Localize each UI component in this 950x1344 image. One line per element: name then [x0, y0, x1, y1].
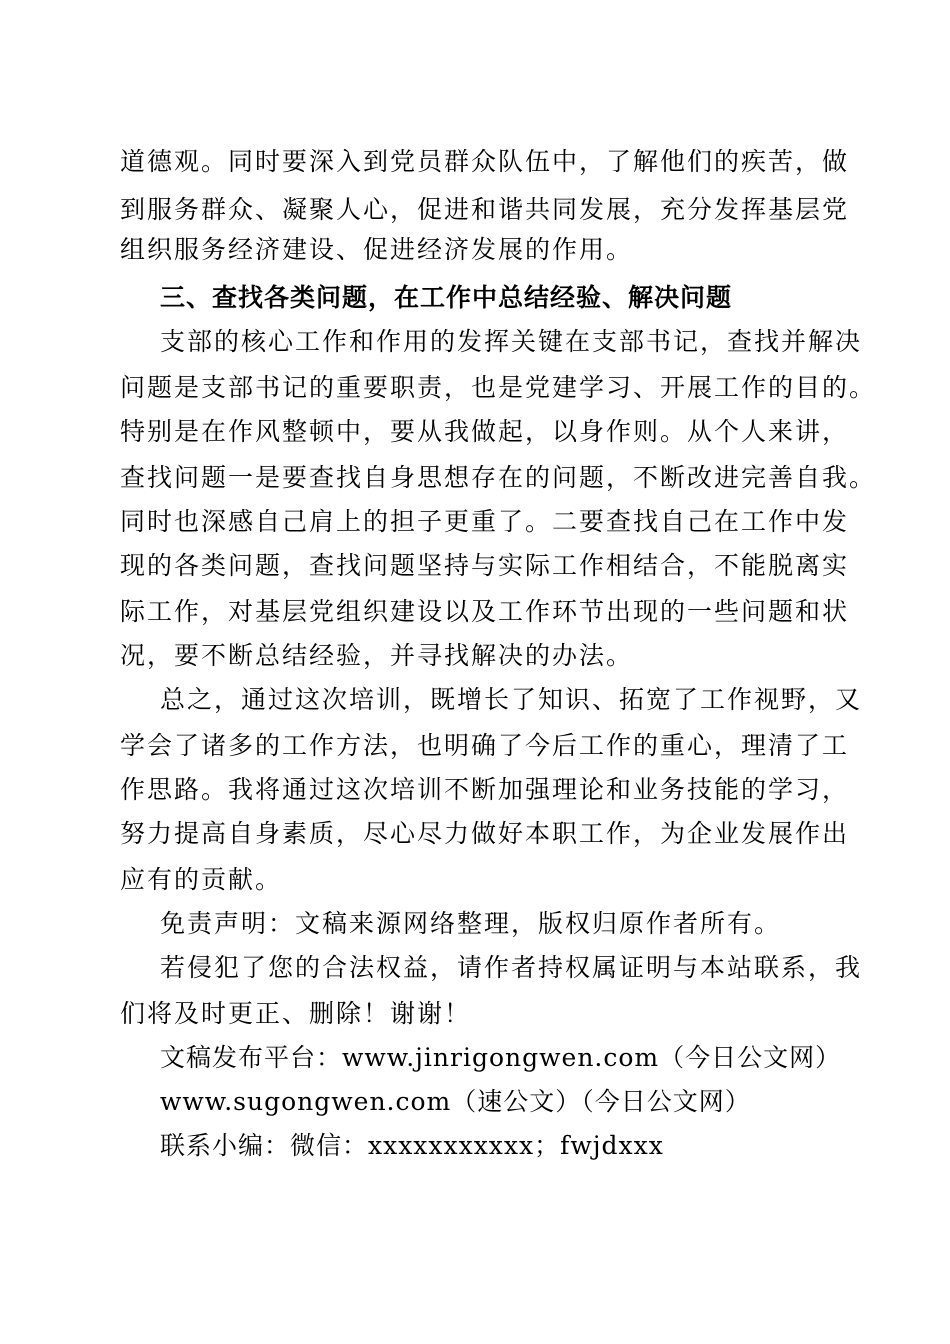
- paragraph-line: 同时也深感自己肩上的担子更重了。二要查找自己在工作中发: [120, 507, 850, 536]
- paragraph-line: 学会了诸多的工作方法，也明确了今后工作的重心，理清了工: [120, 731, 850, 760]
- section-heading: 三、查找各类问题，在工作中总结经验、解决问题: [160, 283, 733, 312]
- paragraph-line: 组织服务经济建设、促进经济发展的作用。: [120, 235, 634, 264]
- paragraph-line: 支部的核心工作和作用的发挥关键在支部书记，查找并解决: [160, 327, 863, 356]
- paragraph-line: 际工作，对基层党组织建设以及工作环节出现的一些问题和状: [120, 597, 850, 626]
- paragraph-line: 特别是在作风整顿中，要从我做起，以身作则。从个人来讲，: [120, 417, 850, 446]
- paragraph-line: 作思路。我将通过这次培训不断加强理论和业务技能的学习，: [120, 775, 850, 804]
- paragraph-line: 现的各类问题，查找问题坚持与实际工作相结合，不能脱离实: [120, 551, 850, 580]
- paragraph-line: 努力提高自身素质，尽心尽力做好本职工作，为企业发展作出: [120, 819, 850, 848]
- contact-line: 联系小编：微信：xxxxxxxxxxx；fwjdxxx: [160, 1131, 664, 1160]
- paragraph-line: 总之，通过这次培训，既增长了知识、拓宽了工作视野，又: [160, 685, 863, 714]
- paragraph-line: 问题是支部书记的重要职责，也是党建学习、开展工作的目的。: [120, 373, 877, 402]
- paragraph-line: 到服务群众、凝聚人心，促进和谐共同发展，充分发挥基层党: [120, 195, 850, 224]
- paragraph-line: 查找问题一是要查找自身思想存在的问题，不断改进完善自我。: [120, 463, 877, 492]
- paragraph-line: 况，要不断总结经验，并寻找解决的办法。: [120, 641, 634, 670]
- disclaimer-line: 们将及时更正、删除！谢谢！: [120, 999, 472, 1028]
- publisher-line: 文稿发布平台：www.jinrigongwen.com（今日公文网）: [160, 1043, 842, 1072]
- disclaimer-line: 免责声明：文稿来源网络整理，版权归原作者所有。: [160, 909, 782, 938]
- paragraph-line: 应有的贡献。: [120, 865, 283, 894]
- disclaimer-line: 若侵犯了您的合法权益，请作者持权属证明与本站联系，我: [160, 953, 863, 982]
- publisher-line: www.sugongwen.com（速公文）（今日公文网）: [160, 1087, 751, 1116]
- paragraph-line: 道德观。同时要深入到党员群众队伍中，了解他们的疾苦，做: [120, 147, 850, 176]
